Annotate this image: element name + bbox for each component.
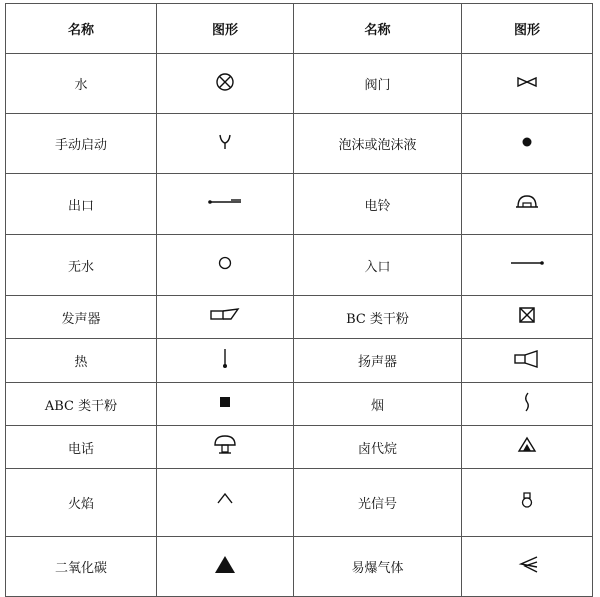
table-row <box>6 54 593 114</box>
table-row <box>6 235 593 296</box>
filled-square-icon <box>205 390 245 414</box>
name-cell: 光信号 <box>294 469 462 537</box>
header-name-left: 名称 <box>6 4 157 54</box>
name-cell: 泡沫或泡沫液 <box>294 114 462 174</box>
name-cell: 卤代烷 <box>294 426 462 469</box>
explosive-gas-icon <box>507 553 547 577</box>
table-row <box>6 537 593 597</box>
name-cell: BC 类干粉 <box>294 296 462 339</box>
name-cell: 无水 <box>6 235 157 296</box>
header-row <box>6 4 593 54</box>
table-row <box>6 426 593 469</box>
symbol-table <box>5 3 593 597</box>
square-cross-icon <box>507 303 547 327</box>
name-cell: 水 <box>6 54 157 114</box>
circle-cross-icon <box>205 70 245 94</box>
y-shape-icon <box>205 130 245 154</box>
filled-dot-icon <box>507 130 547 154</box>
name-cell: 二氧化碳 <box>6 537 157 597</box>
smoke-icon <box>507 390 547 414</box>
table-row <box>6 296 593 339</box>
name-cell: 发声器 <box>6 296 157 339</box>
name-cell: 阀门 <box>294 54 462 114</box>
valve-icon <box>507 70 547 94</box>
flame-caret-icon <box>205 489 245 513</box>
name-cell: 火焰 <box>6 469 157 537</box>
name-cell: 易爆气体 <box>294 537 462 597</box>
speaker-icon <box>507 347 547 371</box>
table-row <box>6 114 593 174</box>
name-cell: 入口 <box>294 235 462 296</box>
filled-triangle-icon <box>205 553 245 577</box>
name-cell: 电铃 <box>294 174 462 235</box>
table-row <box>6 339 593 383</box>
empty-circle-icon <box>205 251 245 275</box>
name-cell: 热 <box>6 339 157 383</box>
name-cell: 扬声器 <box>294 339 462 383</box>
name-cell: ABC 类干粉 <box>6 383 157 426</box>
outlet-line-icon <box>205 190 245 214</box>
header-shape-right: 图形 <box>462 4 593 54</box>
name-cell: 手动启动 <box>6 114 157 174</box>
table-row <box>6 383 593 426</box>
light-signal-icon <box>507 489 547 513</box>
name-cell: 电话 <box>6 426 157 469</box>
heat-icon <box>205 347 245 371</box>
header-name-right: 名称 <box>294 4 462 54</box>
inlet-line-icon <box>507 251 547 275</box>
halon-triangle-icon <box>507 433 547 457</box>
header-shape-left: 图形 <box>157 4 294 54</box>
sounder-icon <box>205 303 245 327</box>
name-cell: 出口 <box>6 174 157 235</box>
name-cell: 烟 <box>294 383 462 426</box>
telephone-icon <box>205 433 245 457</box>
table-row <box>6 469 593 537</box>
table-row <box>6 174 593 235</box>
bell-icon <box>507 190 547 214</box>
